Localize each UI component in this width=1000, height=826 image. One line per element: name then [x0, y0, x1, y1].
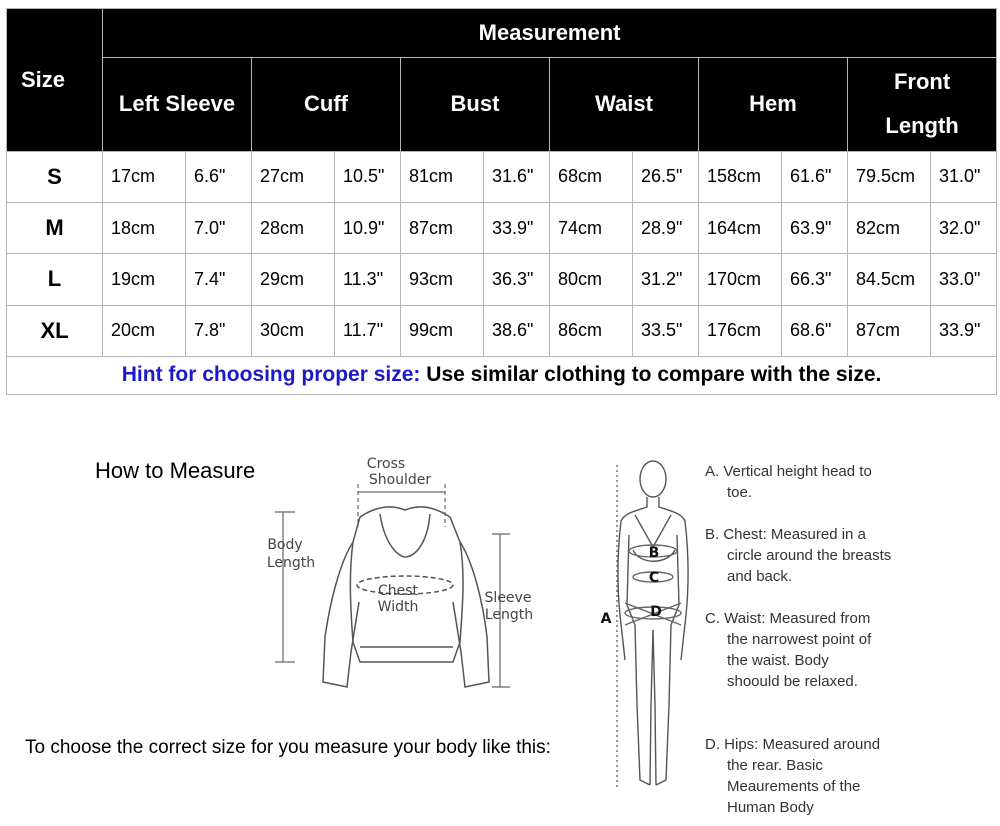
label-a: A [600, 611, 612, 627]
table-cell: 38.6" [484, 305, 550, 356]
size-chart-table [6, 8, 997, 395]
note-b: B. Chest: Measured in a circle around the breasts and back. [705, 526, 892, 585]
table-cell: 87cm [848, 305, 931, 356]
table-cell: 36.3" [484, 254, 550, 305]
table-cell: 11.7" [335, 305, 401, 356]
measurement-header: Measurement [103, 9, 997, 58]
hint-text: Use similar clothing to compare with the size. [426, 363, 882, 387]
table-cell: 68.6" [782, 305, 848, 356]
table-cell: 29cm [252, 254, 335, 305]
table-cell: 170cm [699, 254, 782, 305]
table-cell: 80cm [550, 254, 633, 305]
table-cell: 164cm [699, 203, 782, 254]
table-cell: 87cm [401, 203, 484, 254]
table-cell: 32.0" [931, 203, 997, 254]
width-label: Width [377, 599, 419, 615]
table-cell: 18cm [103, 203, 186, 254]
note-c: C. Waist: Measured from the narrowest point of the waist. Body shoould be relaxed. [705, 610, 872, 690]
label-c: C [648, 570, 660, 586]
table-cell: 19cm [103, 254, 186, 305]
table-cell: 31.6" [484, 151, 550, 202]
table-cell: 66.3" [782, 254, 848, 305]
table-cell: 33.9" [484, 203, 550, 254]
table-cell: 10.9" [335, 203, 401, 254]
how-to-measure-title: How to Measure [95, 458, 256, 483]
table-cell: 20cm [103, 305, 186, 356]
table-cell: 33.5" [633, 305, 699, 356]
cross-label: Cross [366, 456, 406, 472]
choose-instruction: To choose the correct size for you measure your body like this: [25, 737, 551, 758]
table-cell: 17cm [103, 151, 186, 202]
table-cell: 99cm [401, 305, 484, 356]
label-d: D [650, 604, 662, 620]
table-cell: 33.0" [931, 254, 997, 305]
col-left-sleeve: Left Sleeve [103, 58, 252, 151]
left-sleeve [323, 542, 359, 687]
col-bust: Bust [401, 58, 550, 151]
shoulder-label: Shoulder [368, 472, 432, 488]
sleeve-length-label: Length [484, 607, 534, 623]
table-cell: 79.5cm [848, 151, 931, 202]
size-label: L [7, 254, 103, 305]
table-cell: 33.9" [931, 305, 997, 356]
sweater-collar [380, 514, 430, 557]
chest-label: Chest [377, 583, 419, 599]
table-cell: 31.0" [931, 151, 997, 202]
note-a: A. Vertical height head to toe. [705, 463, 872, 501]
size-label: M [7, 203, 103, 254]
table-cell: 30cm [252, 305, 335, 356]
col-waist: Waist [550, 58, 699, 151]
right-sleeve [453, 542, 489, 687]
size-header: Size [7, 9, 103, 152]
table-row [7, 305, 997, 356]
head [640, 461, 666, 497]
table-cell: 82cm [848, 203, 931, 254]
table-row [7, 254, 997, 305]
table-cell: 28.9" [633, 203, 699, 254]
table-cell: 68cm [550, 151, 633, 202]
body-length-label: Length [266, 555, 316, 571]
table-cell: 11.3" [335, 254, 401, 305]
table-cell: 7.8" [186, 305, 252, 356]
table-cell: 28cm [252, 203, 335, 254]
body-label: Body [267, 537, 303, 553]
label-b: B [648, 545, 660, 561]
table-cell: 6.6" [186, 151, 252, 202]
table-cell: 93cm [401, 254, 484, 305]
table-cell: 31.2" [633, 254, 699, 305]
table-row [7, 203, 997, 254]
hint-row [7, 356, 997, 394]
table-cell: 176cm [699, 305, 782, 356]
table-cell: 61.6" [782, 151, 848, 202]
size-label: XL [7, 305, 103, 356]
body-figure [595, 455, 700, 800]
note-d: D. Hips: Measured around the rear. Basic Meaurements of the Human Body [705, 736, 881, 816]
size-label: S [7, 151, 103, 202]
col-cuff: Cuff [252, 58, 401, 151]
table-cell: 26.5" [633, 151, 699, 202]
table-cell: 27cm [252, 151, 335, 202]
table-cell: 10.5" [335, 151, 401, 202]
table-cell: 74cm [550, 203, 633, 254]
table-cell: 158cm [699, 151, 782, 202]
table-cell: 84.5cm [848, 254, 931, 305]
hint-label: Hint for choosing proper size: [121, 363, 421, 387]
col-front-length: Front Length [848, 58, 997, 151]
garment-diagram [255, 452, 545, 697]
table-cell: 7.4" [186, 254, 252, 305]
sleeve-label: Sleeve [484, 590, 532, 606]
col-hem: Hem [699, 58, 848, 151]
table-cell: 86cm [550, 305, 633, 356]
table-cell: 63.9" [782, 203, 848, 254]
table-row [7, 151, 997, 202]
table-cell: 81cm [401, 151, 484, 202]
table-cell: 7.0" [186, 203, 252, 254]
